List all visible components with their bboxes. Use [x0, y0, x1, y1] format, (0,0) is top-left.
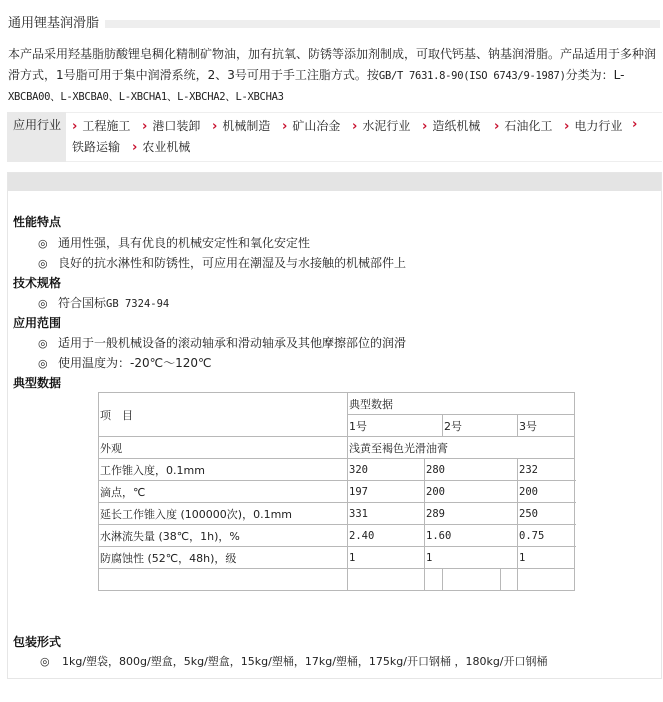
industry-link[interactable] — [632, 117, 642, 132]
intro-line-1: 本产品采用羟基脂肪酸锂皂稠化精制矿物油，加有抗氧、防锈等添加剂制成，可取代钙基、钠基润滑脂。产品适用于多种润 — [8, 47, 657, 61]
row-label: 防腐蚀性 (52℃，48h)，级 — [99, 547, 348, 569]
industry-link[interactable]: › 电力行业 — [564, 119, 623, 134]
features-heading: 性能特点 — [13, 215, 62, 229]
cell-value: 289 — [425, 503, 518, 525]
table-row — [99, 437, 575, 459]
feature-item: ◎ 通用性强，具有优良的机械安定性和氧化安定性 — [38, 236, 311, 250]
bullet-icon: ◎ — [38, 357, 48, 370]
chevron-right-icon: › — [564, 119, 570, 134]
cell-value: 0.75 — [518, 525, 575, 547]
empty-cell — [99, 569, 348, 591]
usage-heading: 应用范围 — [13, 316, 62, 330]
cell-value: 1 — [348, 547, 425, 569]
table-row — [99, 503, 575, 525]
chevron-right-icon: › — [72, 119, 78, 134]
industry-link[interactable]: › 工程施工 — [72, 119, 131, 134]
industry-link[interactable]: › 农业机械 — [132, 140, 191, 155]
chevron-right-icon: › — [212, 119, 218, 134]
chevron-right-icon: › — [352, 119, 358, 134]
industry-link[interactable]: › 造纸机械 — [422, 119, 481, 134]
industry-link[interactable]: › 机械制造 — [212, 119, 271, 134]
cell-value: 232 — [518, 459, 575, 481]
bullet-icon: ◎ — [38, 297, 48, 310]
feature-item: ◎ 良好的抗水淋性和防锈性，可应用在潮湿及与水接触的机械部件上 — [38, 256, 407, 270]
item-header: 项 目 — [99, 393, 348, 437]
empty-cell — [425, 569, 443, 591]
table-row — [99, 547, 575, 569]
typical-data-table — [98, 392, 575, 591]
empty-cell — [348, 569, 425, 591]
page-title: 通用锂基润滑脂 — [8, 12, 105, 31]
bullet-icon: ◎ — [38, 337, 48, 350]
row-label: 工作锥入度，0.1mm — [99, 459, 348, 481]
industry-label-cell — [7, 112, 66, 162]
cell-value: 331 — [348, 503, 425, 525]
row-label: 外观 — [99, 437, 348, 459]
typical-heading: 典型数据 — [13, 376, 62, 390]
grade-header: 2号 — [443, 415, 518, 437]
chevron-right-icon: › — [422, 119, 428, 134]
intro-line-3: XBCBA00、L-XBCBA0、L-XBCHA1、L-XBCHA2、L-XBCHA3 — [8, 91, 284, 103]
cell-value: 197 — [348, 481, 425, 503]
industry-section — [7, 112, 662, 162]
table-row — [99, 481, 575, 503]
table-row — [99, 525, 575, 547]
cell-value: 200 — [425, 481, 518, 503]
bullet-icon: ◎ — [38, 257, 48, 270]
panel-header-band — [8, 173, 661, 191]
appearance-value: 浅黄至褐色光滑油膏 — [348, 437, 575, 459]
empty-cell — [501, 569, 518, 591]
industry-link[interactable]: › 水泥行业 — [352, 119, 411, 134]
chevron-right-icon: › — [142, 119, 148, 134]
cell-value: 280 — [425, 459, 518, 481]
cell-value: 250 — [518, 503, 575, 525]
industry-link[interactable]: › 港口装卸 — [142, 119, 201, 134]
cell-value: 320 — [348, 459, 425, 481]
bullet-icon: ◎ — [40, 655, 50, 668]
row-label: 延长工作锥入度 (100000次)，0.1mm — [99, 503, 348, 525]
industry-link[interactable]: › 石油化工 — [494, 119, 553, 134]
chevron-right-icon: › — [282, 119, 288, 134]
table-row — [99, 393, 575, 415]
intro-line-2: 滑方式，1号脂可用于集中润滑系统，2、3号可用于手工注脂方式。按GB/T 7631.8-90(ISO 6743/9-1987)分类为：L- — [8, 68, 625, 82]
grade-header: 1号 — [348, 415, 443, 437]
data-header: 典型数据 — [348, 393, 575, 415]
usage-item: ◎ 使用温度为：-20℃～120℃ — [38, 356, 212, 370]
industry-list — [66, 112, 662, 162]
industry-link[interactable]: › 矿山冶金 — [282, 119, 341, 134]
table-row — [99, 459, 575, 481]
cell-value: 1.60 — [425, 525, 518, 547]
row-label: 水淋流失量 (38℃，1h)，% — [99, 525, 348, 547]
cell-value: 200 — [518, 481, 575, 503]
title-bar-decoration — [8, 20, 660, 28]
industry-label: 应用行业 — [13, 118, 62, 132]
chevron-right-icon: › — [494, 119, 500, 134]
title-row — [8, 12, 660, 32]
cell-value: 2.40 — [348, 525, 425, 547]
grade-header: 3号 — [518, 415, 575, 437]
usage-item: ◎ 适用于一般机械设备的滚动轴承和滑动轴承及其他摩擦部位的润滑 — [38, 336, 407, 350]
chevron-right-icon: › — [132, 140, 138, 155]
product-description — [8, 44, 660, 108]
specs-heading: 技术规格 — [13, 276, 62, 290]
cell-value: 1 — [518, 547, 575, 569]
table-row — [99, 569, 575, 591]
cell-value: 1 — [425, 547, 518, 569]
empty-cell — [518, 569, 575, 591]
packaging-heading: 包装形式 — [13, 635, 62, 649]
packaging-item: ◎ 1kg/塑袋，800g/塑盒，5kg/塑盒，15kg/塑桶，17kg/塑桶，175kg/开口钢桶 ，180kg/开口钢桶 — [40, 655, 548, 668]
spec-item: ◎ 符合国标GB 7324-94 — [38, 296, 170, 310]
empty-cell — [443, 569, 501, 591]
industry-link[interactable]: 铁路运输 — [72, 140, 121, 154]
chevron-right-icon: › — [632, 117, 638, 132]
row-label: 滴点，℃ — [99, 481, 348, 503]
bullet-icon: ◎ — [38, 237, 48, 250]
